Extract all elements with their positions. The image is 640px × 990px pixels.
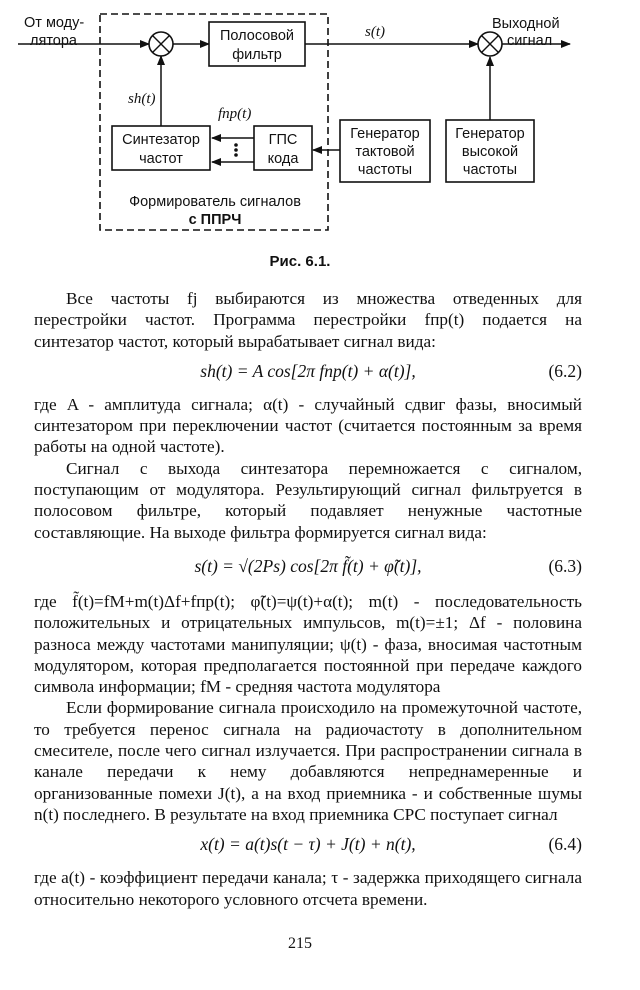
mixer-1 — [149, 32, 173, 56]
s-t-label: s(t) — [365, 24, 385, 40]
clock-label-2: тактовой — [355, 144, 415, 160]
sh-label: sh(t) — [128, 91, 156, 107]
input-label-line1: От моду- — [24, 15, 85, 31]
hf-label-1: Генератор — [455, 126, 525, 142]
output-label-line2: сигнал — [507, 33, 553, 49]
fpr-label: fпр(t) — [218, 106, 252, 122]
block-diagram — [0, 0, 640, 250]
equation-6-4-formula: x(t) = a(t)s(t − τ) + J(t) + n(t), — [200, 834, 416, 855]
equation-6-2 — [34, 352, 582, 394]
hf-label-3: частоты — [462, 162, 518, 178]
band-filter-label-2: фильтр — [232, 47, 282, 63]
paragraph-5: Если формирование сигнала происходило на промежуточной частоте, то требуется перенос сигнала на радиочастоту в дополнительном смесителе, после чего сигнал излучается. При распространении сигнала в канале передачи к нему добавляются непреднамеренные и организованные помехи J(t), а на вход приемника - и собственные шумы n(t) последнего. В результате на вход приемника СРС поступает сигнал — [34, 698, 582, 824]
page-number: 215 — [288, 935, 312, 952]
equation-6-3 — [34, 543, 582, 591]
bus-dots — [234, 143, 238, 157]
prn-label-2: кода — [267, 151, 299, 167]
paragraph-4: где f̃(t)=fM+m(t)Δf+fпр(t); φ̃(t)=ψ(t)+α(t); m(t) - последовательность положительных и отрицательных импульсов, m(t)=±1; Δf - половина разноса между частотами манипуляции; ψ(t) - фаза, вносимая частотным модулятором, которая предполагается постоянной при передаче каждого символа информации; fM - средняя частота модулятора — [34, 591, 582, 697]
equation-6-2-formula: sh(t) = A cos[2π fпр(t) + α(t)], — [200, 360, 416, 381]
hf-label-2: высокой — [461, 144, 519, 160]
mixer-2 — [478, 32, 502, 56]
paragraph-3: Сигнал с выхода синтезатора перемножается с сигналом, поступающим от модулятора. Результирующий сигнал фильтруется в полосовом фильтре, который подавляет ненужные частотные составляющие. На выходе фильтра формируется сигнал вида: — [34, 458, 582, 542]
input-label-line2: лятора — [30, 33, 77, 49]
paragraph-6: где a(t) - коэффициент передачи канала; τ - задержка приходящего сигнала относительно некоторого условного отсчета времени. — [34, 868, 582, 909]
figure-caption: Рис. 6.1. — [269, 253, 331, 270]
body-text — [34, 288, 582, 910]
paragraph-1: Все частоты fj выбираются из множества отведенных для перестройки частот. Программа перестройки fпр(t) подается на синтезатор частот, который вырабатывает сигнал вида: — [34, 289, 582, 351]
prn-label-1: ГПС — [268, 132, 298, 148]
synth-label-2: частот — [139, 151, 183, 167]
former-label-2: с ППРЧ — [188, 212, 242, 228]
equation-6-3-formula: s(t) = √(2Ps) cos[2π f̃(t) + φ̃(t)], — [194, 555, 422, 576]
synth-label-1: Синтезатор — [122, 132, 200, 148]
clock-label-1: Генератор — [350, 126, 420, 142]
band-filter-label-1: Полосовой — [219, 28, 295, 44]
equation-6-4-number: (6.4) — [548, 834, 582, 855]
output-label-line1: Выходной — [492, 16, 560, 32]
equation-6-4 — [34, 825, 582, 867]
paragraph-2: где A - амплитуда сигнала; α(t) - случайный сдвиг фазы, вносимый синтезатором при переключении частот (считается постоянным за время работы на одной частоте). — [34, 394, 582, 457]
former-label-1: Формирователь сигналов — [129, 194, 301, 210]
equation-6-2-number: (6.2) — [548, 360, 582, 381]
clock-label-3: частоты — [357, 162, 413, 178]
equation-6-3-number: (6.3) — [548, 555, 582, 576]
